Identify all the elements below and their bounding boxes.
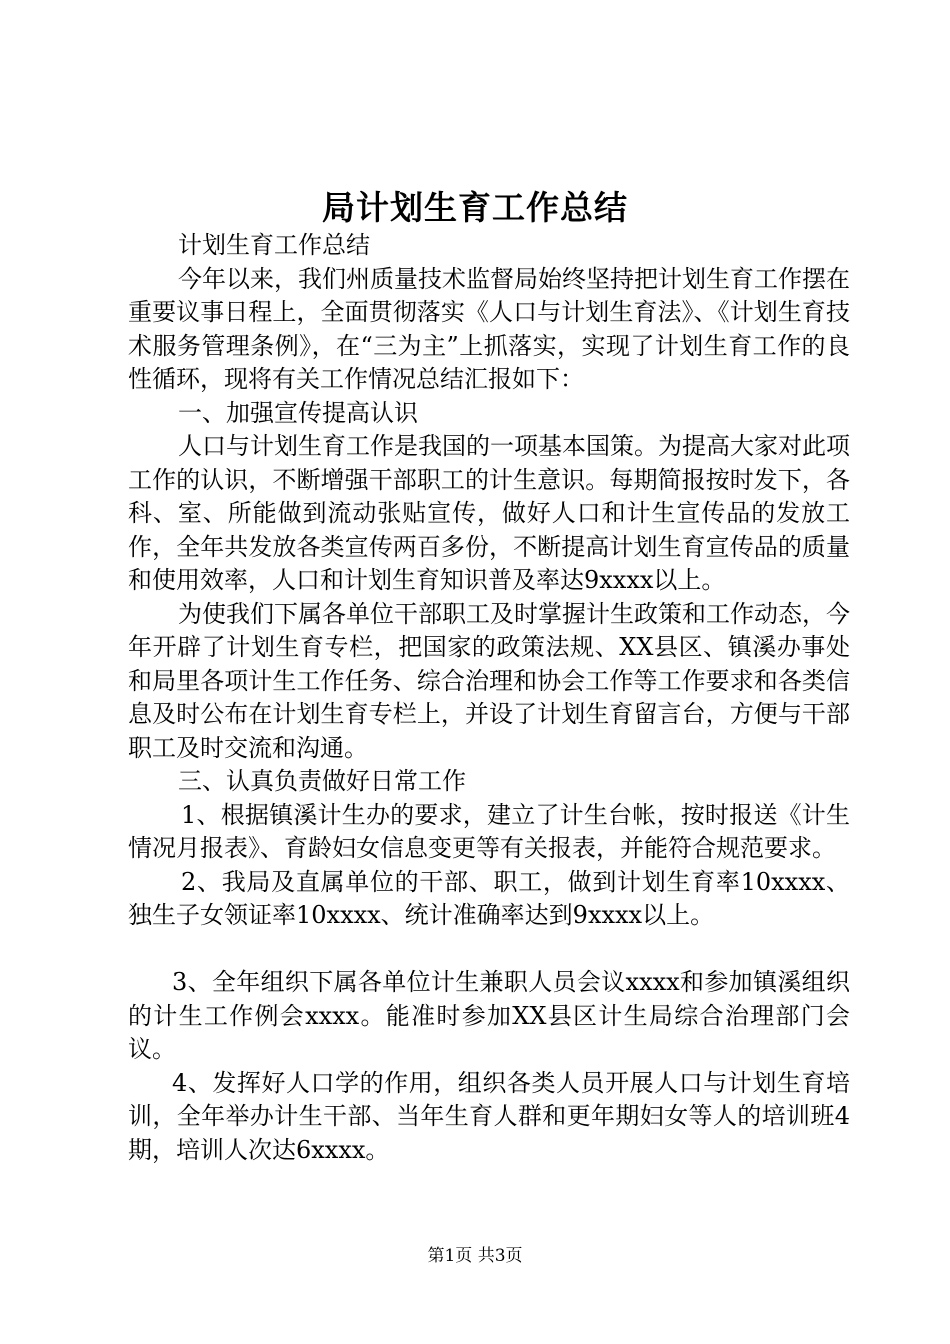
body-paragraph: 为使我们下属各单位干部职工及时掌握计生政策和工作动态，今年开辟了计划生育专栏，把国家的政策法规、XX县区、镇溪办事处和局里各项计生工作任务、综合治理和协会工作等工作要求和各类信息及时公布在计划生育专栏上，并设了计划生育留言台，方便与干部职工及时交流和沟通。	[128, 599, 850, 762]
intro-paragraph: 今年以来，我们州质量技术监督局始终坚持把计划生育工作摆在重要议事日程上，全面贯彻落实《人口与计划生育法》、《计划生育技术服务管理条例》，在“三为主”上抓落实，实现了计划生育工作的良性循环，现将有关工作情况总结汇报如下：	[128, 264, 850, 393]
section-heading-3: 三、认真负责做好日常工作	[178, 767, 466, 795]
subtitle-paragraph: 计划生育工作总结	[178, 231, 370, 259]
list-item-2: 2、我局及直属单位的干部、职工，做到计划生育率10xxxx、独生子女领证率10xxxx、统计准确率达到9xxxx以上。	[128, 867, 850, 929]
document-body	[128, 229, 850, 1167]
paragraph-gap	[128, 933, 850, 967]
list-item-1: 1、根据镇溪计生办的要求，建立了计生台帐，按时报送《计生情况月报表》、育龄妇女信息变更等有关报表，并能符合规范要求。	[128, 800, 850, 862]
document-title: 局计划生育工作总结	[322, 188, 628, 227]
section-heading-1: 一、加强宣传提高认识	[178, 398, 418, 427]
page-footer: 第1页 共3页	[427, 1246, 523, 1266]
list-item-4: 4、发挥好人口学的作用，组织各类人员开展人口与计划生育培训，全年举办计生干部、当年生育人群和更年期妇女等人的培训班4期，培训人次达6xxxx。	[128, 1068, 850, 1164]
list-item-3: 3、全年组织下属各单位计生兼职人员会议xxxx和参加镇溪组织的计生工作例会xxxx。能准时参加XX县区计生局综合治理部门会议。	[128, 968, 850, 1063]
body-paragraph: 人口与计划生育工作是我国的一项基本国策。为提高大家对此项工作的认识，不断增强干部职工的计生意识。每期简报按时发下，各科、室、所能做到流动张贴宣传，做好人口和计生宣传品的发放工作，全年共发放各类宣传两百多份，不断提高计划生育宣传品的质量和使用效率，人口和计划生育知识普及率达9xxxx以上。	[128, 432, 850, 594]
